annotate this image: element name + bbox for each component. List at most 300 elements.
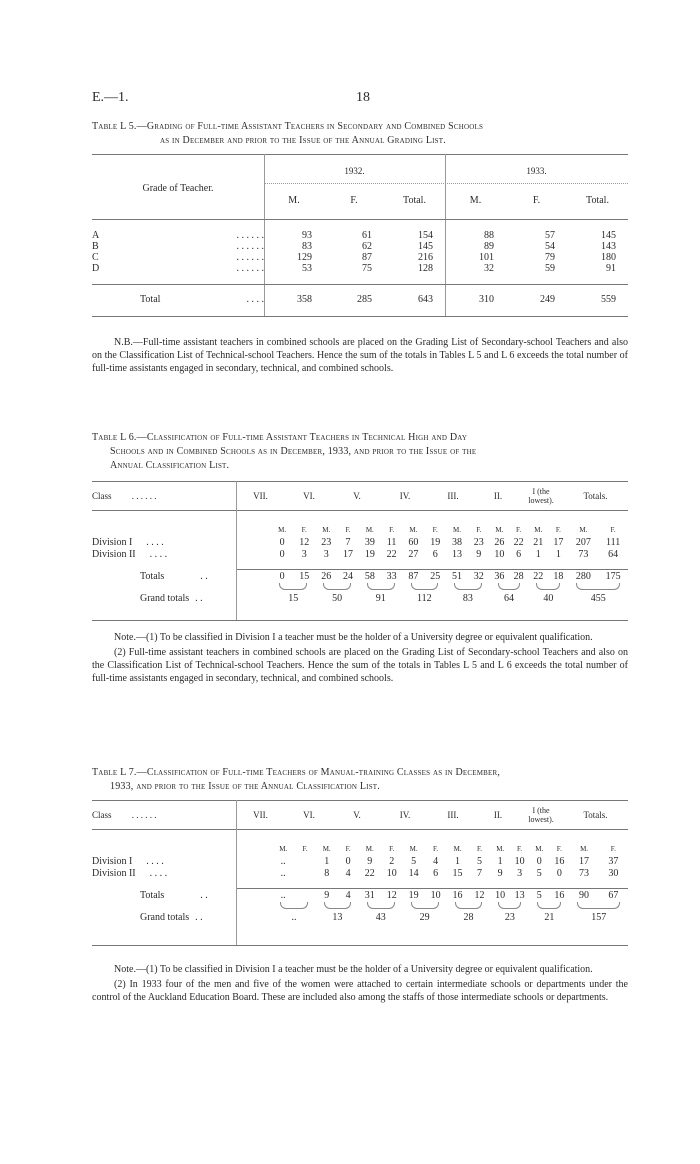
col-total-1932: Total. xyxy=(403,195,426,206)
col-m-1932: M. xyxy=(288,195,300,206)
brace-cell xyxy=(529,902,569,910)
value-cell: 3 xyxy=(301,548,307,560)
totals-row xyxy=(92,569,628,583)
table-l6-caption-line2: Schools and in Combined Schools as in December, 1933, and prior to the Issue of the xyxy=(110,446,477,457)
table-l5-total-rule xyxy=(92,284,628,285)
table-row xyxy=(92,855,628,867)
value-cell: 154 xyxy=(418,230,433,241)
grade-cell: B xyxy=(92,241,99,252)
col-iii: III. xyxy=(447,810,459,820)
table-l7-header xyxy=(92,805,628,825)
value-cell: 73 xyxy=(579,867,590,879)
value-cell: 17 xyxy=(343,548,354,560)
value-cell: 54 xyxy=(545,241,555,252)
f-label: F. xyxy=(610,845,616,853)
col-iv: IV. xyxy=(399,491,411,501)
brace-row xyxy=(92,902,628,910)
total-cell: 26 xyxy=(321,570,332,582)
f-label: F. xyxy=(301,526,307,534)
value-cell: 22 xyxy=(513,536,524,548)
brace-mark xyxy=(455,902,483,909)
col-vi: VI. xyxy=(303,491,315,501)
m-label: M. xyxy=(322,526,331,534)
value-cell: 91 xyxy=(606,263,616,274)
spacer-row xyxy=(92,879,628,888)
f-label: F. xyxy=(610,526,616,534)
value-cell: 111 xyxy=(605,536,621,548)
table-l6-caption-line3: Annual Classification List. xyxy=(110,460,230,471)
brace-cell xyxy=(315,583,359,591)
value-cell: 101 xyxy=(479,252,494,263)
value-cell: 4 xyxy=(345,867,351,879)
total-cell xyxy=(294,888,316,902)
leader-dots: . . . . xyxy=(146,536,164,548)
table-l7-caption-line2: 1933, and prior to the Issue of the Annual Classification List. xyxy=(110,781,380,792)
m-label: M. xyxy=(279,845,288,853)
total-cell: 4 xyxy=(345,889,351,901)
division-label xyxy=(92,548,271,560)
value-cell: 22 xyxy=(364,867,375,879)
grand-total-cell: 112 xyxy=(416,592,432,604)
table-row xyxy=(92,241,628,252)
spacer-cell xyxy=(92,902,272,910)
total-cell: 9 xyxy=(324,889,330,901)
value-cell: 88 xyxy=(484,230,494,241)
value-cell: 26 xyxy=(494,536,505,548)
leader-dots: . . . . . . xyxy=(131,810,157,820)
value-cell: 1 xyxy=(455,855,461,867)
total-cell: 643 xyxy=(418,294,433,305)
value-cell xyxy=(294,855,316,867)
m-label: M. xyxy=(495,526,504,534)
note-paragraph-2: (2) In 1933 four of the men and five of the women were attached to certain intermediate schools or departments under the control of the Auckland Education Board. These are included also among the staffs of those intermediate schools or departments. xyxy=(92,979,628,1003)
note-paragraph-1: Note.—(1) To be classified in Division I a teacher must be the holder of a University degree or equivalent qualification. xyxy=(114,964,593,975)
value-cell: 3 xyxy=(323,548,329,560)
table-l5-body xyxy=(92,230,628,274)
value-cell: 6 xyxy=(516,548,522,560)
col-ii: II. xyxy=(493,810,503,820)
total-cell: 22 xyxy=(533,570,544,582)
value-cell: 145 xyxy=(601,230,616,241)
leader-dots: . . xyxy=(200,570,208,582)
brace-cell xyxy=(528,583,568,591)
brace-cell xyxy=(569,902,628,910)
brace-mark xyxy=(576,583,620,590)
f-label: F. xyxy=(516,526,522,534)
total-cell: 10 xyxy=(495,889,506,901)
m-label: M. xyxy=(365,845,374,853)
value-cell: 7 xyxy=(345,536,351,548)
col-i: I (the lowest). xyxy=(528,806,554,824)
table-l7-top-rule xyxy=(92,800,628,801)
m-label: M. xyxy=(322,845,331,853)
total-cell: 12 xyxy=(386,889,397,901)
value-cell: 1 xyxy=(555,548,561,560)
value-cell: 216 xyxy=(418,252,433,263)
value-cell: 180 xyxy=(601,252,616,263)
spacer-row xyxy=(92,560,628,569)
division-name: Division I xyxy=(92,855,133,867)
col-vii: VII. xyxy=(253,810,268,820)
f-label: F. xyxy=(476,845,483,853)
leader-dots: . . . . . . xyxy=(236,252,264,263)
col-i: I (the lowest). xyxy=(528,487,554,505)
brace-cell xyxy=(271,583,315,591)
leader-dots: . . xyxy=(200,889,208,901)
grand-total-cell: .. xyxy=(291,911,297,923)
brace-mark xyxy=(280,902,308,909)
m-label: M. xyxy=(535,845,544,853)
grand-total-cell: 15 xyxy=(288,592,299,604)
value-cell: 5 xyxy=(536,867,542,879)
page-number: 18 xyxy=(356,90,370,105)
value-cell: 8 xyxy=(324,867,330,879)
m-label: M. xyxy=(453,526,461,534)
value-cell: 12 xyxy=(299,536,310,548)
value-cell: 5 xyxy=(411,855,417,867)
total-cell: 24 xyxy=(343,570,354,582)
value-cell: 143 xyxy=(601,241,616,252)
f-label: F. xyxy=(555,526,561,534)
grade-cell: C xyxy=(92,252,99,263)
value-cell: 53 xyxy=(302,263,312,274)
brace-mark xyxy=(279,583,307,590)
value-cell: 11 xyxy=(386,536,397,548)
note-paragraph: N.B.—Full-time assistant teachers in combined schools are placed on the Grading List of Secondary-school Teachers and also on the Classification List of Technical-school Teachers. Hence the sum of the totals in Tables L 5 and L 6 exceeds the total number of full-time assistants engaged in secondary, technical, and combined schools. xyxy=(92,337,628,374)
table-l7-caption-line1: Table L 7.—Classification of Full-time Teachers of Manual-training Classes as in December, xyxy=(92,767,501,778)
note-paragraph-1: Note.—(1) To be classified in Division I a teacher must be the holder of a University degree or equivalent qualification. xyxy=(114,632,593,643)
value-cell: 3 xyxy=(517,867,523,879)
m-label: M. xyxy=(365,526,374,534)
value-cell: 19 xyxy=(364,548,375,560)
brace-cell xyxy=(403,583,447,591)
value-cell: 128 xyxy=(418,263,433,274)
total-cell: 559 xyxy=(601,294,616,305)
grand-total-cell: 40 xyxy=(543,592,554,604)
brace-cell xyxy=(490,583,529,591)
total-cell: 16 xyxy=(554,889,565,901)
table-l6-caption-line1: Table L 6.—Classification of Full-time Assistant Teachers in Technical High and Day xyxy=(92,432,468,443)
value-cell: 60 xyxy=(408,536,419,548)
table-row xyxy=(92,548,628,560)
leader-dots: . . . . . . xyxy=(236,241,264,252)
value-cell: 129 xyxy=(297,252,312,263)
table-l7-bottom-rule xyxy=(92,945,628,946)
table-l5-caption-line2: as in December and prior to the Issue of the Annual Grading List. xyxy=(160,135,446,146)
table-l5-year-rule xyxy=(264,183,628,184)
value-cell: 2 xyxy=(389,855,395,867)
value-cell: 145 xyxy=(418,241,433,252)
totals-row xyxy=(92,888,628,902)
total-cell: 32 xyxy=(473,570,484,582)
total-cell: 33 xyxy=(386,570,397,582)
value-cell: 21 xyxy=(533,536,544,548)
col-vii: VII. xyxy=(253,491,268,501)
total-cell: 285 xyxy=(357,294,372,305)
total-cell: 28 xyxy=(513,570,524,582)
value-cell: 27 xyxy=(408,548,419,560)
table-l5-caption-line1: Table L 5.—Grading of Full-time Assistant Teachers in Secondary and Combined Schools xyxy=(92,121,484,132)
col-f-1933: F. xyxy=(532,195,541,206)
leader-dots: . . . . xyxy=(246,294,264,305)
value-cell xyxy=(294,867,316,879)
grand-total-cell: 157 xyxy=(591,911,607,923)
total-cell: 58 xyxy=(364,570,375,582)
grand-total-cell: 455 xyxy=(590,592,606,604)
total-cell: 10 xyxy=(430,889,441,901)
total-cell: 36 xyxy=(494,570,505,582)
note-paragraph-2: (2) Full-time assistant teachers in combined schools are placed on the Grading List of Secondary-school Teachers and also on the Classification List of Technical-school Teachers. Hence the sum of the totals in Tables L 5 and L 6 exceeds the total number of full-time assistants engaged in secondary, technical, and combined schools. xyxy=(92,647,628,684)
m-label: M. xyxy=(278,526,287,534)
value-cell: 23 xyxy=(473,536,484,548)
total-label: Total xyxy=(140,294,161,305)
totals-label: Totals xyxy=(140,570,165,582)
spacer-cell xyxy=(92,583,271,591)
value-cell: 30 xyxy=(608,867,619,879)
value-cell: 15 xyxy=(452,867,463,879)
brace-cell xyxy=(403,902,447,910)
col-totals: Totals. xyxy=(583,491,608,501)
totals-label-cell xyxy=(92,569,271,583)
grand-totals-label: Grand totals xyxy=(140,592,190,604)
table-l6-header-rule xyxy=(92,510,628,511)
spacer-cell xyxy=(92,843,272,855)
brace-mark xyxy=(411,583,439,590)
grand-total-cell: 64 xyxy=(503,592,514,604)
m-label: M. xyxy=(453,845,462,853)
value-cell: 0 xyxy=(345,855,351,867)
table-l6-body xyxy=(92,524,628,605)
value-cell: 75 xyxy=(362,263,372,274)
brace-cell xyxy=(359,902,403,910)
brace-cell xyxy=(490,902,529,910)
value-cell: 17 xyxy=(579,855,590,867)
f-label: F. xyxy=(345,845,351,853)
grand-total-cell: 13 xyxy=(332,911,343,923)
total-cell: 310 xyxy=(479,294,494,305)
grand-total-cell: 91 xyxy=(375,592,386,604)
brace-row xyxy=(92,583,628,591)
f-label: F. xyxy=(517,845,523,853)
table-l5-year-1932: 1932. xyxy=(344,166,365,176)
brace-mark xyxy=(411,902,439,909)
value-cell: 7 xyxy=(477,867,482,879)
col-vi: VI. xyxy=(303,810,315,820)
class-header-label: Class xyxy=(92,491,112,501)
f-label: F. xyxy=(389,845,395,853)
f-label: F. xyxy=(432,526,438,534)
value-cell: 9 xyxy=(367,855,373,867)
brace-mark xyxy=(498,583,521,590)
value-cell: 13 xyxy=(452,548,462,560)
table-l7-caption xyxy=(92,766,632,794)
value-cell: 207 xyxy=(575,536,591,548)
report-reference: E.—1. xyxy=(92,90,129,105)
value-cell: 10 xyxy=(514,855,525,867)
leader-dots: . . . . xyxy=(146,855,164,867)
total-cell: 175 xyxy=(605,570,621,582)
grand-total-cell: 21 xyxy=(544,911,555,923)
leader-dots: . . xyxy=(195,911,203,923)
m-label: M. xyxy=(579,526,588,534)
value-cell: 6 xyxy=(432,548,438,560)
total-cell: 25 xyxy=(430,570,441,582)
value-cell: 10 xyxy=(386,867,397,879)
leader-dots: . . . . . . xyxy=(236,230,264,241)
division-name: Division II xyxy=(92,867,136,879)
f-label: F. xyxy=(556,845,562,853)
value-cell: 59 xyxy=(545,263,555,274)
m-label: M. xyxy=(580,845,589,853)
value-cell: 79 xyxy=(545,252,555,263)
mf-header-row xyxy=(92,524,628,536)
class-header-label: Class xyxy=(92,810,112,820)
col-totals: Totals. xyxy=(583,810,608,820)
total-cell: 16 xyxy=(452,889,463,901)
table-l5-note xyxy=(92,336,628,375)
value-cell: 19 xyxy=(430,536,441,548)
brace-mark xyxy=(324,902,351,909)
total-cell: 280 xyxy=(575,570,591,582)
value-cell: .. xyxy=(280,867,286,879)
value-cell: 38 xyxy=(452,536,462,548)
total-cell: 13 xyxy=(514,889,525,901)
grade-cell: D xyxy=(92,263,100,274)
value-cell: 39 xyxy=(364,536,375,548)
total-cell: 51 xyxy=(452,570,462,582)
value-cell: 61 xyxy=(362,230,372,241)
grand-label-cell xyxy=(92,910,272,924)
table-l7-body xyxy=(92,843,628,924)
grand-total-cell: 23 xyxy=(504,911,515,923)
grand-totals-label: Grand totals xyxy=(140,911,190,923)
total-cell: 90 xyxy=(579,889,590,901)
value-cell: 22 xyxy=(386,548,397,560)
grand-total-cell: 28 xyxy=(463,911,474,923)
grand-totals-row xyxy=(92,910,628,924)
table-l5-subheader xyxy=(264,195,628,206)
division-label xyxy=(92,867,272,879)
f-label: F. xyxy=(433,845,439,853)
value-cell: 1 xyxy=(535,548,541,560)
brace-cell xyxy=(447,902,491,910)
m-label: M. xyxy=(409,526,418,534)
value-cell: 9 xyxy=(497,867,503,879)
total-cell: 249 xyxy=(540,294,555,305)
f-label: F. xyxy=(389,526,395,534)
value-cell: 6 xyxy=(433,867,439,879)
value-cell: 32 xyxy=(484,263,494,274)
class-header xyxy=(92,805,236,825)
division-label xyxy=(92,536,271,548)
brace-mark xyxy=(536,583,560,590)
value-cell: 37 xyxy=(608,855,619,867)
value-cell: 0 xyxy=(279,548,285,560)
total-cell: 12 xyxy=(474,889,485,901)
class-header xyxy=(92,486,236,506)
brace-cell xyxy=(272,902,316,910)
grand-label-cell xyxy=(92,591,271,605)
mf-header-row xyxy=(92,843,628,855)
m-label: M. xyxy=(534,526,543,534)
division-label xyxy=(92,855,272,867)
value-cell: 87 xyxy=(362,252,372,263)
m-label: M. xyxy=(409,845,418,853)
brace-mark xyxy=(537,902,561,909)
brace-mark xyxy=(498,902,521,909)
table-l5-header-rule xyxy=(92,219,628,220)
total-cell: 67 xyxy=(608,889,619,901)
grand-total-cell: 50 xyxy=(332,592,343,604)
table-row xyxy=(92,230,628,241)
value-cell: 10 xyxy=(494,548,505,560)
leader-dots: . . . . . . xyxy=(131,491,157,501)
total-cell: 19 xyxy=(408,889,419,901)
table-l6-bottom-rule xyxy=(92,620,628,621)
total-cell: 18 xyxy=(553,570,564,582)
f-label: F. xyxy=(302,845,308,853)
f-label: F. xyxy=(476,526,482,534)
table-row xyxy=(92,252,628,263)
value-cell: 16 xyxy=(554,855,565,867)
col-ii: II. xyxy=(493,491,503,501)
value-cell: 57 xyxy=(545,230,555,241)
value-cell: 73 xyxy=(578,548,589,560)
division-name: Division II xyxy=(92,548,136,560)
table-l5-total-row xyxy=(92,294,628,305)
col-iii: III. xyxy=(447,491,459,501)
division-name: Division I xyxy=(92,536,133,548)
brace-cell xyxy=(446,583,490,591)
col-v: V. xyxy=(353,810,361,820)
table-row xyxy=(92,867,628,879)
value-cell: 83 xyxy=(302,241,312,252)
table-l7-header-rule xyxy=(92,829,628,830)
brace-mark xyxy=(577,902,620,909)
table-l6-top-rule xyxy=(92,481,628,482)
m-label: M. xyxy=(496,845,505,853)
value-cell: 1 xyxy=(497,855,503,867)
total-cell: 87 xyxy=(408,570,419,582)
value-cell: 23 xyxy=(321,536,332,548)
total-cell: .. xyxy=(280,889,286,901)
leader-dots: . . . . xyxy=(149,548,168,560)
leader-dots: . . . . xyxy=(149,867,168,879)
leader-dots: . . . . . . xyxy=(236,263,264,274)
table-l6-note xyxy=(92,631,628,685)
value-cell: 4 xyxy=(433,855,439,867)
grand-total-cell: 83 xyxy=(462,592,473,604)
table-l5-grade-header: Grade of Teacher. xyxy=(142,183,214,194)
col-f-1932: F. xyxy=(350,195,358,206)
brace-mark xyxy=(367,583,395,590)
table-l5-bottom-rule xyxy=(92,316,628,317)
value-cell: .. xyxy=(280,855,286,867)
brace-cell xyxy=(568,583,628,591)
grade-cell: A xyxy=(92,230,100,241)
table-l5-caption xyxy=(92,120,632,148)
value-cell: 89 xyxy=(484,241,494,252)
value-cell: 0 xyxy=(536,855,542,867)
value-cell: 64 xyxy=(608,548,619,560)
table-l5-year-1933: 1933. xyxy=(526,166,547,176)
value-cell: 5 xyxy=(477,855,482,867)
value-cell: 93 xyxy=(302,230,312,241)
total-cell: 358 xyxy=(297,294,312,305)
table-l7-note xyxy=(92,963,628,1004)
grand-total-cell: 43 xyxy=(375,911,386,923)
spacer-cell xyxy=(92,524,271,536)
